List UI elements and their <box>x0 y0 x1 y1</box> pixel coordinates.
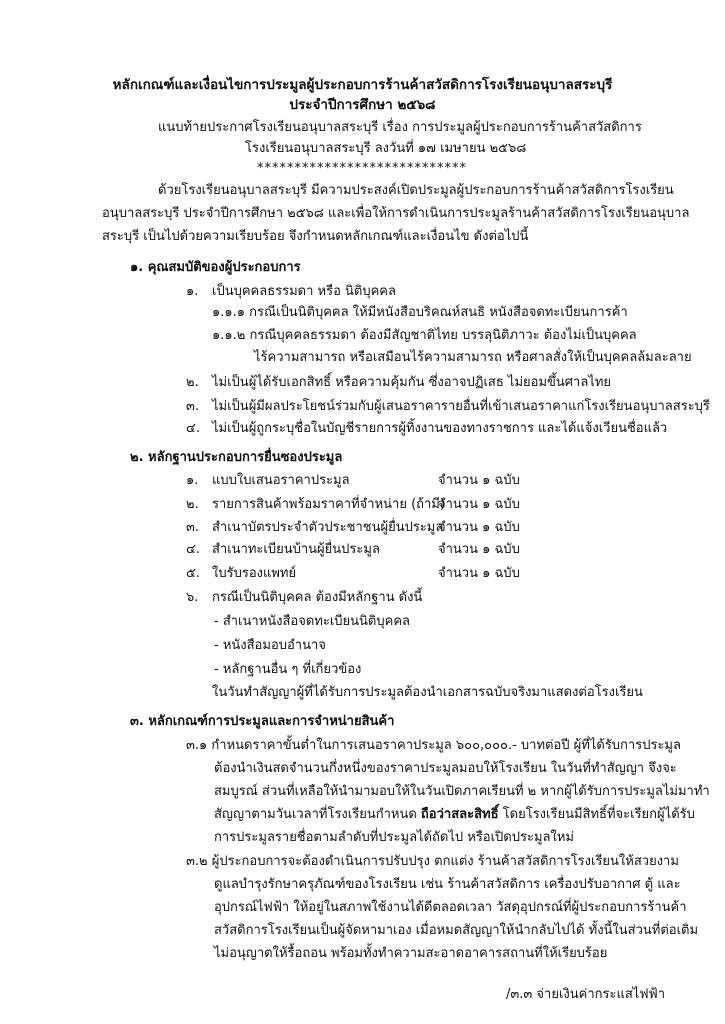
section3-p2-line-5: ไม่อนุญาตให้รื้อถอน พร้อมทั้งทำความสะอาดอาคารสถานที่ให้เรียบร้อย <box>214 946 608 961</box>
section2-num-2: ๒. <box>186 497 199 512</box>
section2-item-6: กรณีเป็นนิติบุคคล ต้องมีหลักฐาน ดังนี้ <box>212 590 423 605</box>
section1-num-4: ๔. <box>186 421 200 436</box>
section3-p1-line-4 <box>214 806 695 823</box>
section3-forfeit-text: ถือว่าสละสิทธิ์ <box>420 807 499 822</box>
section3-p1-line-4c: โดยโรงเรียนมีสิทธิ์ที่จะเรียกผู้ได้รับ <box>502 807 695 822</box>
section2-heading: ๒. หลักฐานประกอบการยื่นซองประมูล <box>130 450 343 465</box>
section1-line-1: เป็นบุคคลธรรมดา หรือ นิติบุคคล <box>212 284 396 299</box>
section2-qty-3: จำนวน ๑ ฉบับ <box>438 520 520 535</box>
intro-line-1: ด้วยโรงเรียนอนุบาลสระบุรี มีความประสงค์เปิดประมูลผู้ประกอบการร้านค้าสวัสดิการโรงเรียน <box>158 183 674 198</box>
section2-item-4: สำเนาทะเบียนบ้านผู้ยื่นประมูล <box>212 542 380 557</box>
section3-p2-line-4: สวัสดิการโรงเรียนเป็นผู้จัดหามาเอง เมื่อหมดสัญญาให้นำกลับไปได้ ทั้งนี้ในส่วนที่ต่อเติม <box>214 923 699 938</box>
section1-line-7: ไม่เป็นผู้ถูกระบุชื่อในบัญชีรายการผู้ทิ้งงานของทางราชการ และได้แจ้งเวียนชื่อแล้ว <box>212 421 668 436</box>
continued-note: /๓.๓ จ่ายเงินค่ากระแสไฟฟ้า <box>506 987 666 1002</box>
section2-subitem-3: - หลักฐานอื่น ๆ ที่เกี่ยวข้อง <box>214 662 362 677</box>
section2-note: ในวันทำสัญญาผู้ที่ได้รับการประมูลต้องนำเอกสารฉบับจริงมาแสดงต่อโรงเรียน <box>212 685 643 700</box>
section3-p1-line-4a: สัญญาตามวันเวลาที่โรงเรียนกำหนด <box>214 807 417 822</box>
section1-line-6: ไม่เป็นผู้มีผลประโยชน์ร่วมกับผู้เสนอราคารายอื่นที่เข้าเสนอราคาแก่โรงเรียนอนุบาลสระบุรี <box>212 399 710 414</box>
section2-item-2: รายการสินค้าพร้อมราคาที่จำหน่าย (ถ้ามี) <box>212 497 445 512</box>
section2-qty-4: จำนวน ๑ ฉบับ <box>438 542 520 557</box>
section1-line-3: ๑.๑.๒ กรณีบุคคลธรรมดา ต้องมีสัญชาติไทย บรรลุนิติภาวะ ต้องไม่เป็นบุคคล <box>212 328 637 343</box>
section3-p2-line-3: อุปกรณ์ไฟฟ้า ให้อยู่ในสภาพใช้งานได้ดีตลอดเวลา วัสดุอุปกรณ์ที่ผู้ประกอบการร้านค้า <box>214 900 687 915</box>
section2-qty-1: จำนวน ๑ ฉบับ <box>438 473 520 488</box>
section2-num-4: ๔. <box>186 542 200 557</box>
section1-line-4: ไร้ความสามารถ หรือเสมือนไร้ความสามารถ หรือศาลสั่งให้เป็นบุคคลล้มละลาย <box>254 350 692 365</box>
section2-item-1: แบบใบเสนอราคาประมูล <box>212 473 350 488</box>
section3-p1-line-5: การประมูลรายชื่อตามลำดับที่ประมูลได้ถัดไป หรือเปิดประมูลใหม่ <box>214 830 574 845</box>
section2-item-3: สำเนาบัตรประจำตัวประชาชนผู้ยื่นประมูล <box>212 520 444 535</box>
section2-subitem-1: - สำเนาหนังสือจดทะเบียนนิติบุคคล <box>214 614 410 629</box>
title-line-2: ประจำปีการศึกษา ๒๕๖๘ <box>289 97 436 113</box>
annex-line-2: โรงเรียนอนุบาลสระบุรี ลงวันที่ ๑๗ เมษายน ๒๕๖๘ <box>245 141 527 156</box>
separator-stars: **************************** <box>257 161 467 176</box>
section2-qty-2: จำนวน ๑ ฉบับ <box>438 497 520 512</box>
section2-num-6: ๖. <box>186 590 199 605</box>
section2-subitem-2: - หนังสือมอบอำนาจ <box>214 638 326 653</box>
title-line-1: หลักเกณฑ์และเงื่อนไขการประมูลผู้ประกอบการร้านค้าสวัสดิการโรงเรียนอนุบาลสระบุรี <box>112 77 613 93</box>
section1-heading: ๑. คุณสมบัติของผู้ประกอบการ <box>130 260 301 275</box>
section2-item-5: ใบรับรองแพทย์ <box>212 566 297 581</box>
section1-line-2: ๑.๑.๑ กรณีเป็นนิติบุคคล ให้มีหนังสือบริคณห์สนธิ หนังสือจดทะเบียนการค้า <box>212 305 628 320</box>
section3-p1-line-1: ๓.๑ กำหนดราคาขั้นต่ำในการเสนอราคาประมูล ๖๐๐,๐๐๐.- บาทต่อปี ผู้ที่ได้รับการประมูล <box>186 738 681 753</box>
intro-line-2: อนุบาลสระบุรี ประจำปีการศึกษา ๒๕๖๘ และเพื่อให้การดำเนินการประมูลร้านค้าสวัสดิการโรงเรียนอนุบาล <box>102 206 690 221</box>
section2-num-1: ๑. <box>186 473 199 488</box>
section1-line-5: ไม่เป็นผู้ได้รับเอกสิทธิ์ หรือความคุ้มกัน ซึ่งอาจปฏิเสธ ไม่ยอมขึ้นศาลไทย <box>212 375 612 390</box>
annex-line-1: แนบท้ายประกาศโรงเรียนอนุบาลสระบุรี เรื่อง การประมูลผู้ประกอบการร้านค้าสวัสดิการ <box>158 120 642 135</box>
section2-qty-5: จำนวน ๑ ฉบับ <box>438 566 520 581</box>
section1-num-1: ๑. <box>186 284 199 299</box>
intro-line-3: สระบุรี เป็นไปด้วยความเรียบร้อย จึงกำหนดหลักเกณฑ์และเงื่อนไข ดังต่อไปนี้ <box>102 229 529 244</box>
section3-p1-line-3: สมบูรณ์ ส่วนที่เหลือให้นำมามอบให้ในวันเปิดภาคเรียนที่ ๒ หากผู้ได้รับการประมูลไม่มาทำ <box>214 784 710 799</box>
section3-p2-line-2: ดูแลบำรุงรักษาครุภัณฑ์ของโรงเรียน เช่น ร้านค้าสวัสดิการ เครื่องปรับอากาศ ตู้ และ <box>214 877 681 892</box>
section2-num-5: ๕. <box>186 566 200 581</box>
section3-p1-line-2: ต้องนำเงินสดจำนวนกึ่งหนึ่งของราคาประมูลมอบให้โรงเรียน ในวันที่ทำสัญญา จึงจะ <box>214 761 677 776</box>
section1-num-3: ๓. <box>186 399 200 414</box>
section3-p2-line-1: ๓.๒ ผู้ประกอบการจะต้องดำเนินการปรับปรุง ตกแต่ง ร้านค้าสวัสดิการโรงเรียนให้สวยงาม <box>186 854 679 869</box>
section1-num-2: ๒. <box>186 375 199 390</box>
section2-num-3: ๓. <box>186 520 200 535</box>
section3-heading: ๓. หลักเกณฑ์การประมูลและการจำหน่ายสินค้า <box>130 714 395 729</box>
